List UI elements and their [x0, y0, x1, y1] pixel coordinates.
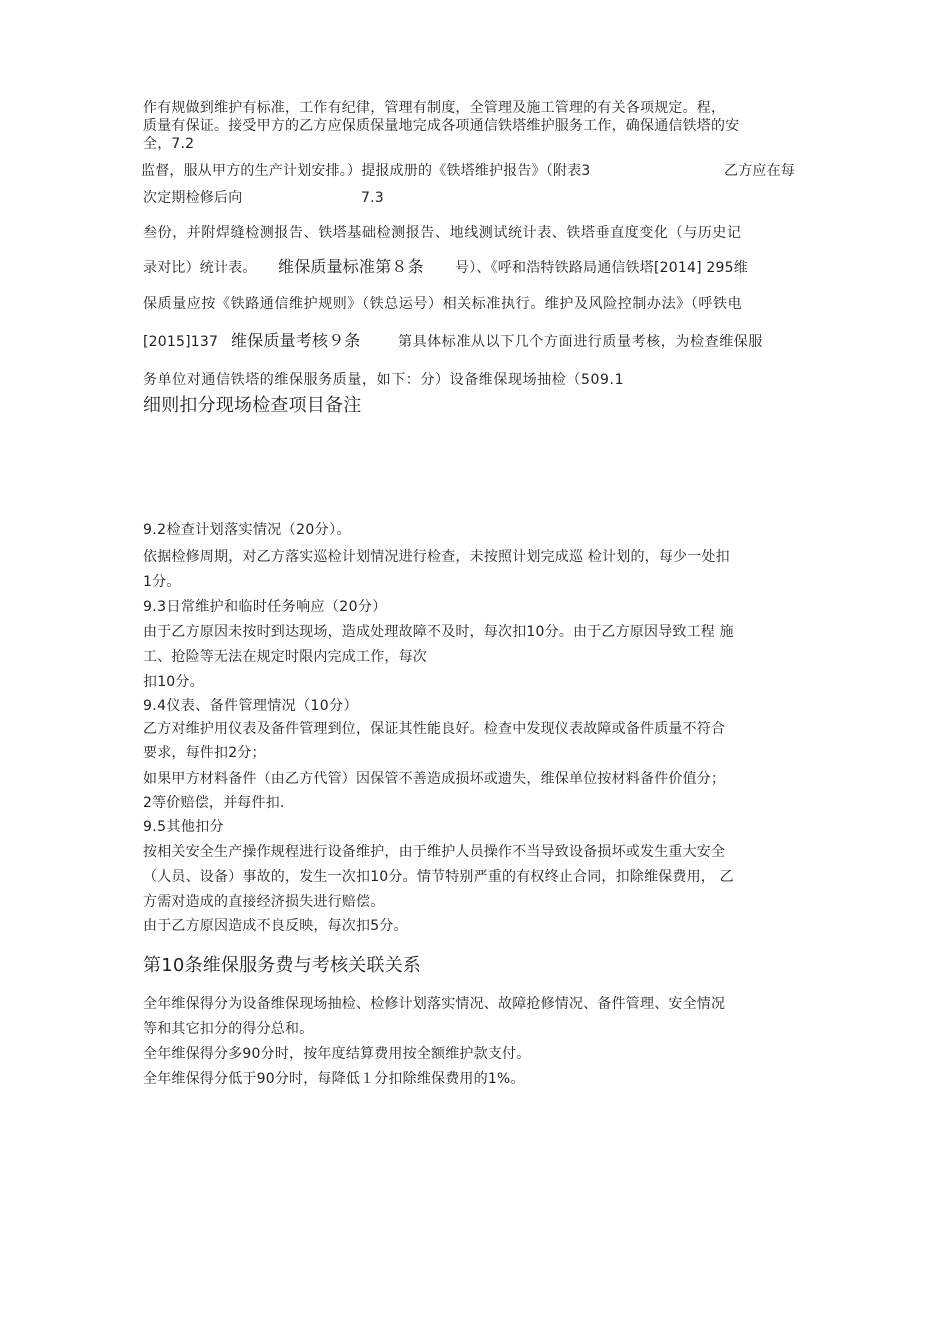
- text-line: 1分。: [143, 574, 181, 590]
- text-line: 乙方应在每: [724, 163, 795, 179]
- text-line: 依据检修周期，对乙方落实巡检计划情况进行检查，未按照计划完成巡 检计划的，每少一处扣: [143, 549, 730, 565]
- text-line: 次定期检修后向: [143, 190, 243, 206]
- text-line: 作有规做到维护有标准，工作有纪律，管理有制度，全管理及施工管理的有关各项规定。程，: [143, 100, 726, 116]
- text-line: 全，7.2: [143, 136, 195, 152]
- text-line: （人员、设备）事故的，发生一次扣10分。情节特别严重的有权终止合同，扣除维保费用， 乙: [143, 869, 734, 885]
- text-line: 务单位对通信铁塔的维保服务质量，如下：分）设备维保现场抽检（509.1: [143, 372, 625, 388]
- text-line: 工、抢险等无法在规定时限内完成工作，每次: [143, 649, 427, 665]
- text-line: 等和其它扣分的得分总和。: [143, 1021, 314, 1037]
- text-line: 质量有保证。接受甲方的乙方应保质保量地完成各项通信铁塔维护服务工作，确保通信铁塔的安: [143, 118, 740, 134]
- text-line: 保质量应按《铁路通信维护规则》（铁总运号）相关标准执行。维护及风险控制办法》（呼铁电: [143, 296, 743, 312]
- text-line: 全年维保得分多90分时，按年度结算费用按全额维护款支付。: [143, 1046, 531, 1062]
- text-line: 监督，服从甲方的生产计划安排。）提报成册的《铁塔维护报告》（附表3: [141, 163, 591, 179]
- text-line: 乙方对维护用仪表及备件管理到位，保证其性能良好。检查中发现仪表故障或备件质量不符合: [143, 721, 726, 737]
- text-line: 全年维保得分为设备维保现场抽检、检修计划落实情况、故障抢修情况、备件管理、安全情况: [143, 996, 726, 1012]
- text-line: 维保质量标准第８条: [278, 257, 424, 276]
- text-line: 如果甲方材料备件（由乙方代管）因保管不善造成损坏或遗失，维保单位按材料备件价值分；: [143, 771, 726, 787]
- item-title: 9.4仪表、备件管理情况（10分）: [143, 698, 358, 714]
- text-line: 按相关安全生产操作规程进行设备维护，由于维护人员操作不当导致设备损坏或发生重大安全: [143, 844, 726, 860]
- text-line: 7.3: [361, 190, 384, 206]
- item-title: 9.5其他扣分: [143, 819, 225, 835]
- text-line: 维保质量考核９条: [231, 331, 361, 350]
- text-line: 由于乙方原因未按时到达现场，造成处理故障不及时，每次扣10分。由于乙方原因导致工程 施: [143, 624, 734, 640]
- text-line: 全年维保得分低于90分时，每降低１分扣除维保费用的1%。: [143, 1071, 525, 1087]
- item-title: 9.2检查计划落实情况（20分）。: [143, 522, 351, 538]
- section-heading: 第10条维保服务费与考核关联关系: [143, 955, 422, 976]
- text-line: 方需对造成的直接经济损失进行赔偿。: [143, 894, 385, 910]
- text-line: 号）、《呼和浩特铁路局通信铁塔[2014] 295维: [455, 260, 748, 276]
- text-line: 2等价赔偿，并每件扣.: [143, 795, 285, 811]
- text-line: 第具体标准从以下几个方面进行质量考核，为检查维保服: [398, 334, 763, 350]
- item-title: 9.3日常维护和临时任务响应（20分）: [143, 599, 387, 615]
- text-line: [2015]137: [143, 334, 219, 350]
- text-line: 由于乙方原因造成不良反映，每次扣5分。: [143, 918, 408, 934]
- text-line: 录对比）统计表。: [143, 260, 257, 276]
- text-line: 要求，每件扣2分；: [143, 745, 266, 761]
- text-line: 扣10分。: [143, 674, 204, 690]
- section-heading: 细则扣分现场检查项目备注: [143, 395, 362, 416]
- text-line: 叁份，并附焊缝检测报告、铁塔基础检测报告、地线测试统计表、铁塔垂直度变化（与历史记: [143, 225, 742, 241]
